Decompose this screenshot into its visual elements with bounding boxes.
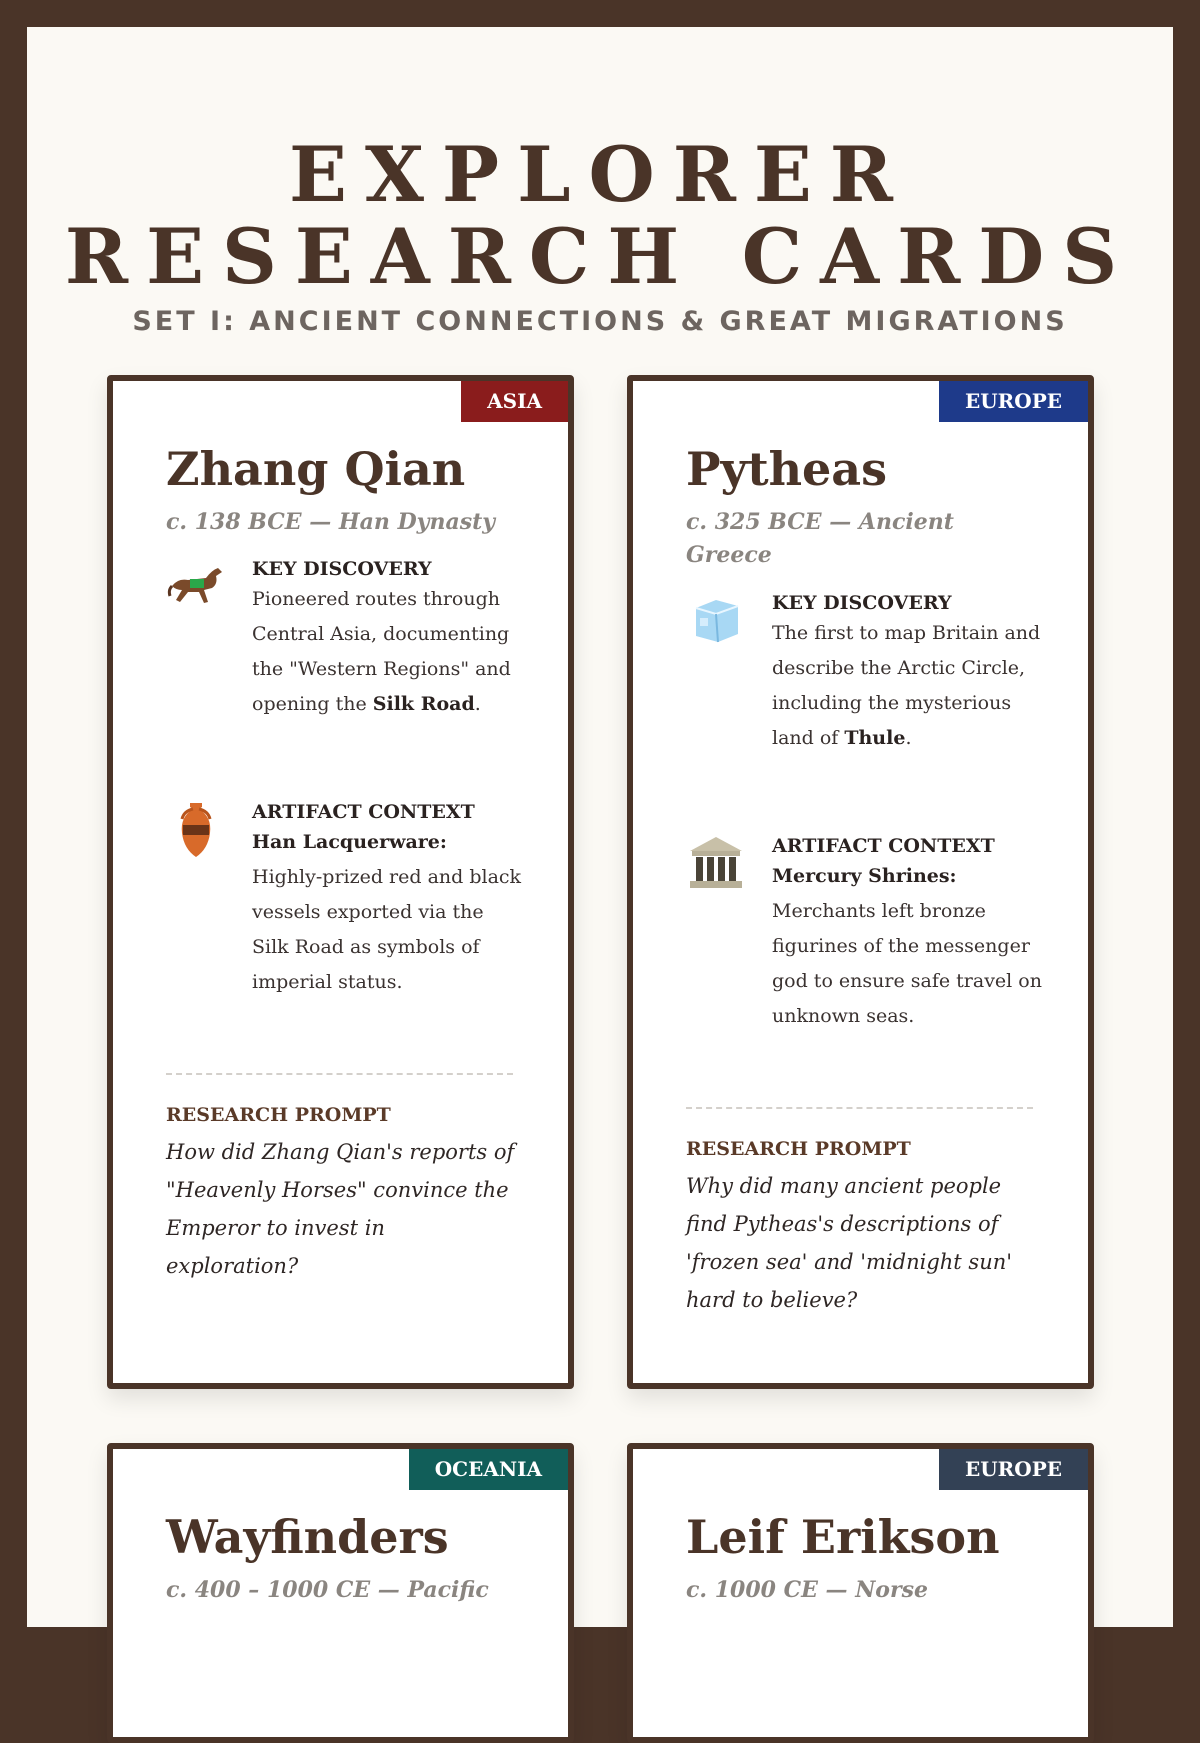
artifact-context-section: [772, 833, 1042, 1034]
key-discovery-label: KEY DISCOVERY: [772, 592, 952, 614]
artifact-context-label: ARTIFACT CONTEXT: [772, 835, 995, 857]
region-badge: EUROPE: [939, 381, 1088, 422]
artifact-context-text: Mercury Shrines: Merchants left bronze figurines of the messenger god to ensure safe travel on unknown seas.: [772, 865, 1042, 1027]
research-prompt-label: RESEARCH PROMPT: [686, 1138, 911, 1160]
explorer-name: Zhang Qian: [166, 442, 466, 496]
horse-icon: [166, 556, 226, 616]
artifact-context-text: Han Lacquerware: Highly-prized red and black vessels exported via the Silk Road as symbols of imperial status.: [252, 831, 522, 993]
region-badge: OCEANIA: [409, 1449, 568, 1490]
artifact-context-label: ARTIFACT CONTEXT: [252, 801, 475, 823]
artifact-context-section: [252, 799, 522, 1000]
card-pytheas: [627, 375, 1094, 1389]
amphora-icon: [166, 799, 226, 859]
explorer-era: c. 400 – 1000 CE — Pacific: [166, 1577, 489, 1603]
ice-cube-icon: [686, 590, 746, 650]
poster-sheet: [27, 27, 1173, 1627]
research-prompt-text: How did Zhang Qian's reports of "Heavenly Horses" convince the Emperor to invest in exploration?: [166, 1140, 515, 1278]
research-prompt-text: Why did many ancient people find Pytheas's descriptions of 'frozen sea' and 'midnight sun' hard to believe?: [686, 1174, 1013, 1312]
explorer-era: c. 138 BCE — Han Dynasty: [166, 509, 496, 535]
classical-building-icon: [686, 833, 746, 893]
explorer-era: c. 325 BCE — Ancient Greece: [686, 509, 954, 568]
region-badge: EUROPE: [939, 1449, 1088, 1490]
page-title-line2: RESEARCH CARDS: [64, 212, 1136, 301]
page-subtitle: SET I: ANCIENT CONNECTIONS & GREAT MIGRATIONS: [132, 306, 1068, 337]
region-badge: ASIA: [461, 381, 568, 422]
key-discovery-section: [772, 590, 1042, 756]
card-leif-erikson: [627, 1443, 1094, 1743]
explorer-name: Leif Erikson: [686, 1510, 1000, 1564]
explorer-name: Wayfinders: [166, 1510, 449, 1564]
key-discovery-text: Pioneered routes through Central Asia, documenting the "Western Regions" and opening the Silk Road.: [252, 588, 511, 715]
card-divider: [166, 1073, 513, 1075]
card-divider: [686, 1107, 1033, 1109]
card-wayfinders: [107, 1443, 574, 1743]
explorer-name: Pytheas: [686, 442, 887, 496]
research-prompt-label: RESEARCH PROMPT: [166, 1104, 391, 1126]
key-discovery-label: KEY DISCOVERY: [252, 558, 432, 580]
key-discovery-section: [252, 556, 522, 722]
page-title-line1: EXPLORER: [289, 130, 911, 219]
key-discovery-text: The first to map Britain and describe the Arctic Circle, including the mysterious land of Thule.: [772, 622, 1041, 749]
explorer-era: c. 1000 CE — Norse: [686, 1577, 928, 1603]
card-zhang-qian: [107, 375, 574, 1389]
